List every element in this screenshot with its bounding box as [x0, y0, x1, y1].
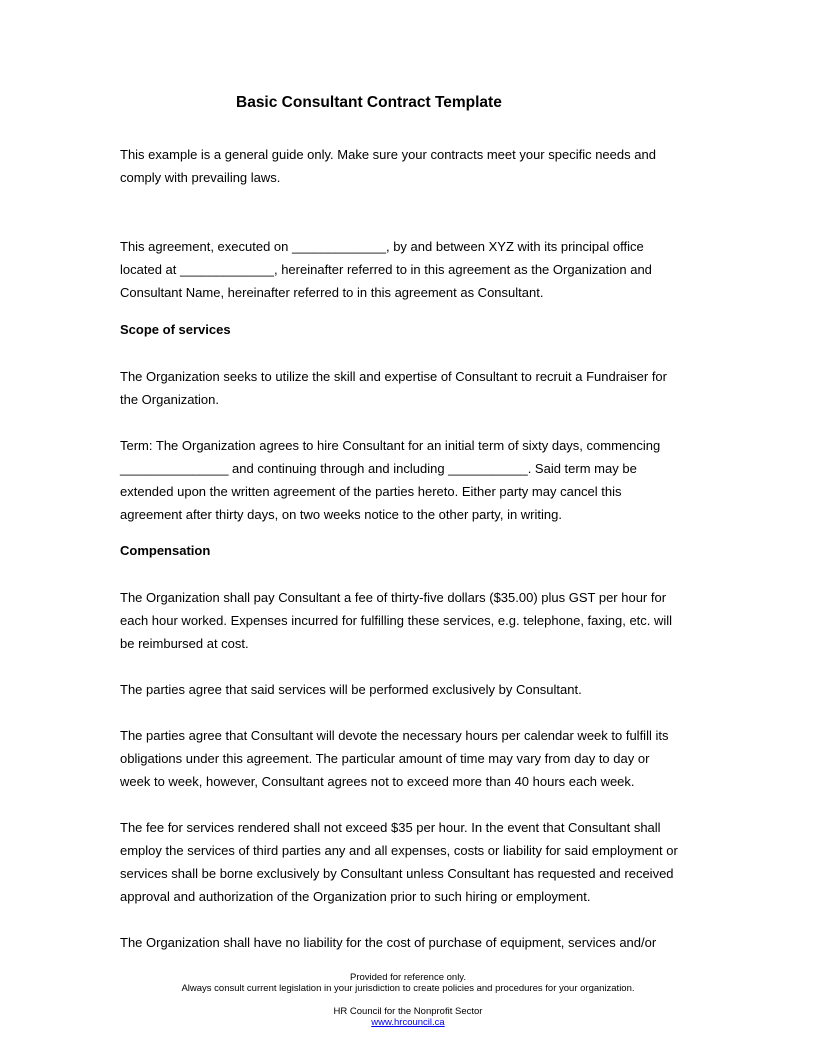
footer-organization	[0, 1006, 816, 1028]
text-line: comply with prevailing laws.	[120, 170, 281, 185]
liability-paragraph	[120, 931, 695, 954]
text-line: approval and authorization of the Organization prior to such hiring or employment.	[120, 889, 591, 904]
fee-paragraph	[120, 816, 695, 908]
text-line: The Organization seeks to utilize the skill and expertise of Consultant to recruit a Fundraiser for	[120, 369, 667, 384]
footer-org-name: HR Council for the Nonprofit Sector	[333, 1006, 483, 1017]
text-line: each hour worked. Expenses incurred for fulfilling these services, e.g. telephone, faxing, etc. will	[120, 613, 673, 628]
text-line: This example is a general guide only. Make sure your contracts meet your specific needs and	[120, 147, 656, 162]
text-line: located at _____________, hereinafter referred to in this agreement as the Organization and	[120, 262, 652, 277]
document-title: Basic Consultant Contract Template	[236, 94, 502, 111]
text-line: Consultant Name, hereinafter referred to in this agreement as Consultant.	[120, 285, 544, 300]
agreement-paragraph	[120, 235, 695, 304]
text-line: extended upon the written agreement of the parties hereto. Either party may cancel this	[120, 484, 622, 499]
hours-paragraph	[120, 724, 695, 793]
text-line: the Organization.	[120, 392, 220, 407]
page-footer	[0, 972, 816, 994]
text-line: employ the services of third parties any and all expenses, costs or liability for said employment or	[120, 843, 678, 858]
text-line: This agreement, executed on _____________, by and between XYZ with its principal office	[120, 239, 644, 254]
text-line: Term: The Organization agrees to hire Consultant for an initial term of sixty days, commencing	[120, 438, 661, 453]
text-line: week to week, however, Consultant agrees not to exceed more than 40 hours each week.	[120, 774, 635, 789]
text-line: services shall be borne exclusively by Consultant unless Consultant has requested and received	[120, 866, 674, 881]
compensation-heading: Compensation	[120, 543, 211, 558]
text-line: The parties agree that Consultant will devote the necessary hours per calendar week to fulfill its	[120, 728, 669, 743]
scope-paragraph	[120, 365, 695, 411]
exclusive-paragraph	[120, 678, 695, 701]
text-line: The fee for services rendered shall not exceed $35 per hour. In the event that Consultant shall	[120, 820, 661, 835]
footer-website-link[interactable]: www.hrcouncil.ca	[371, 1017, 445, 1028]
intro-paragraph	[120, 143, 695, 189]
scope-heading: Scope of services	[120, 322, 231, 337]
text-line: The Organization shall have no liability for the cost of purchase of equipment, services and/or	[120, 935, 657, 950]
text-line: obligations under this agreement. The particular amount of time may vary from day to day or	[120, 751, 650, 766]
text-line: _______________ and continuing through and including ___________. Said term may be	[120, 461, 637, 476]
term-paragraph	[120, 434, 695, 526]
text-line: agreement after thirty days, on two weeks notice to the other party, in writing.	[120, 507, 562, 522]
text-line: The Organization shall pay Consultant a fee of thirty-five dollars ($35.00) plus GST per hour for	[120, 590, 667, 605]
text-line: be reimbursed at cost.	[120, 636, 249, 651]
text-line: The parties agree that said services will be performed exclusively by Consultant.	[120, 682, 582, 697]
footer-legislation-note: Always consult current legislation in your jurisdiction to create policies and procedures for your organization.	[181, 983, 635, 994]
footer-disclaimer: Provided for reference only.	[350, 972, 466, 983]
compensation-paragraph	[120, 586, 695, 655]
